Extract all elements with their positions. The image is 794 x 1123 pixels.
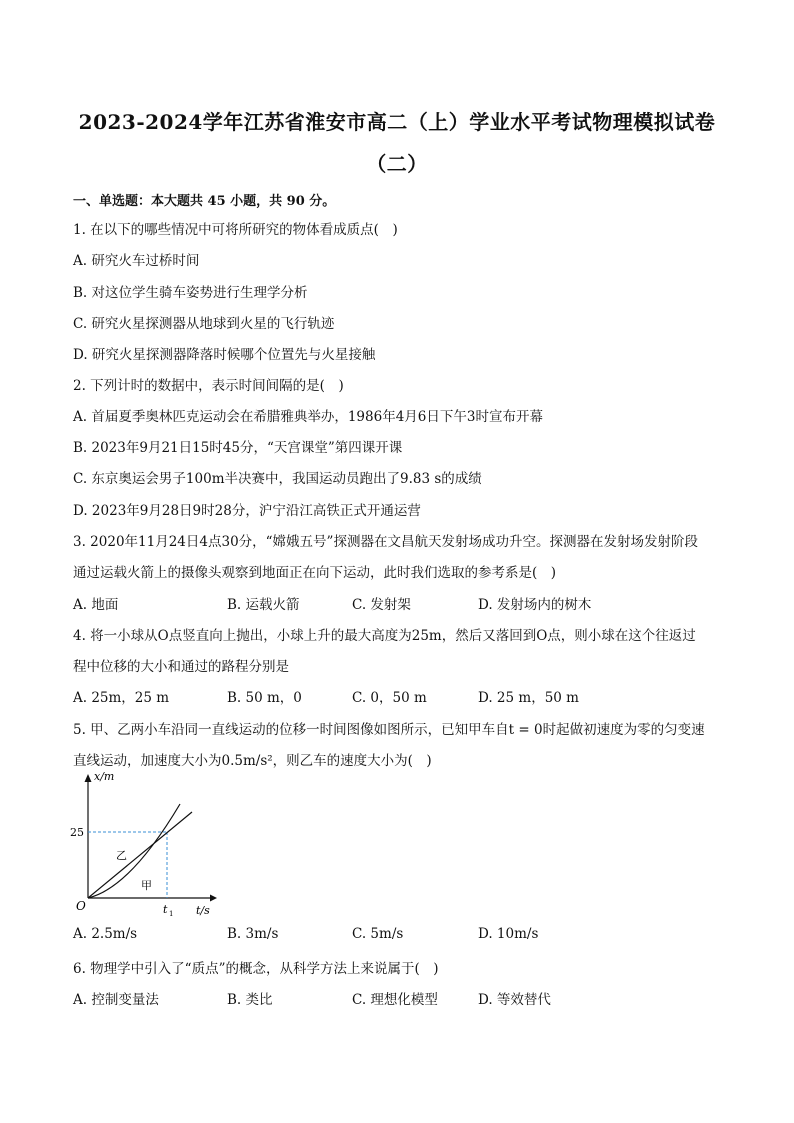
question-4-option-d: D. 25 m，50 m bbox=[478, 690, 579, 706]
question-2-option-d: D. 2023年9月28日9时28分，沪宁沿江高铁正式开通运营 bbox=[73, 503, 421, 519]
question-2-option-c: C. 东京奥运会男子100m半决赛中，我国运动员跑出了9.83 s的成绩 bbox=[73, 471, 482, 487]
exam-title-line1: 2023-2024学年江苏省淮安市高二（上）学业水平考试物理模拟试卷 bbox=[78, 110, 716, 134]
question-4-option-b: B. 50 m，0 bbox=[227, 690, 302, 706]
question-4-stem-line2: 程中位移的大小和通过的路程分别是 bbox=[73, 659, 289, 675]
origin-label: O bbox=[76, 899, 86, 913]
question-5-option-d: D. 10m/s bbox=[478, 926, 539, 942]
question-3-option-c: C. 发射架 bbox=[352, 597, 411, 613]
question-2-option-b: B. 2023年9月21日15时45分，“天宫课堂”第四课开课 bbox=[73, 440, 403, 456]
question-5-stem-line1: 5. 甲、乙两小车沿同一直线运动的位移一时间图像如图所示，已知甲车自t = 0时起做初速度为零的匀变速 bbox=[73, 722, 705, 738]
question-4-option-c: C. 0，50 m bbox=[352, 690, 427, 706]
question-6-option-a: A. 控制变量法 bbox=[73, 992, 159, 1008]
question-5-option-a: A. 2.5m/s bbox=[73, 926, 138, 942]
t-axis-arrow-icon bbox=[210, 895, 217, 902]
question-5-stem-line2: 直线运动，加速度大小为0.5m/s²，则乙车的速度大小为( ) bbox=[73, 753, 432, 769]
question-6-option-d: D. 等效替代 bbox=[478, 992, 551, 1008]
question-2-stem: 2. 下列计时的数据中，表示时间间隔的是( ) bbox=[73, 378, 344, 394]
question-3-stem-line1: 3. 2020年11月24日4点30分，“嫦娥五号”探测器在文昌航天发射场成功升空。探测器在发射场发射阶段 bbox=[73, 534, 698, 550]
question-2-option-a: A. 首届夏季奥林匹克运动会在希腊雅典举办，1986年4月6日下午3时宣布开幕 bbox=[73, 409, 543, 425]
question-3-stem-line2: 通过运载火箭上的摄像头观察到地面正在向下运动，此时我们选取的参考系是( ) bbox=[73, 565, 557, 581]
question-1-option-c: C. 研究火星探测器从地球到火星的飞行轨迹 bbox=[73, 316, 335, 332]
question-6-option-b: B. 类比 bbox=[227, 992, 273, 1008]
line-yi bbox=[88, 812, 192, 898]
question-1-option-d: D. 研究火星探测器降落时候哪个位置先与火星接触 bbox=[73, 347, 376, 363]
y-axis-label: x/m bbox=[94, 770, 115, 783]
question-3-option-a: A. 地面 bbox=[73, 597, 119, 613]
curve-jia bbox=[88, 804, 180, 898]
question-3-option-b: B. 运载火箭 bbox=[227, 597, 300, 613]
label-yi: 乙 bbox=[116, 849, 127, 862]
question-5-option-b: B. 3m/s bbox=[227, 926, 279, 942]
displacement-time-graph bbox=[70, 770, 220, 920]
question-6-stem: 6. 物理学中引入了“质点”的概念，从科学方法上来说属于( ) bbox=[73, 961, 439, 977]
question-4-stem-line1: 4. 将一小球从O点竖直向上抛出，小球上升的最大高度为25m，然后又落回到O点，则小球在这个往返过 bbox=[73, 628, 696, 644]
question-1-option-b: B. 对这位学生骑车姿势进行生理学分析 bbox=[73, 285, 308, 301]
x-axis-arrow-icon bbox=[85, 774, 92, 782]
question-6-option-c: C. 理想化模型 bbox=[352, 992, 438, 1008]
question-3-option-d: D. 发射场内的树木 bbox=[478, 597, 592, 613]
x-axis-label: t/s bbox=[196, 904, 210, 917]
x-tick-subscript: 1 bbox=[169, 910, 174, 918]
question-1-stem: 1. 在以下的哪些情况中可将所研究的物体看成质点( ) bbox=[73, 222, 398, 238]
label-jia: 甲 bbox=[141, 879, 152, 892]
exam-title-line2: （二） bbox=[366, 152, 428, 176]
y-tick-label: 25 bbox=[70, 826, 84, 839]
question-5-option-c: C. 5m/s bbox=[352, 926, 404, 942]
question-4-option-a: A. 25m，25 m bbox=[73, 690, 170, 706]
section-heading: 一、单选题：本大题共 45 小题，共 90 分。 bbox=[73, 194, 336, 209]
x-tick-label: t bbox=[163, 903, 168, 916]
question-1-option-a: A. 研究火车过桥时间 bbox=[73, 253, 200, 269]
